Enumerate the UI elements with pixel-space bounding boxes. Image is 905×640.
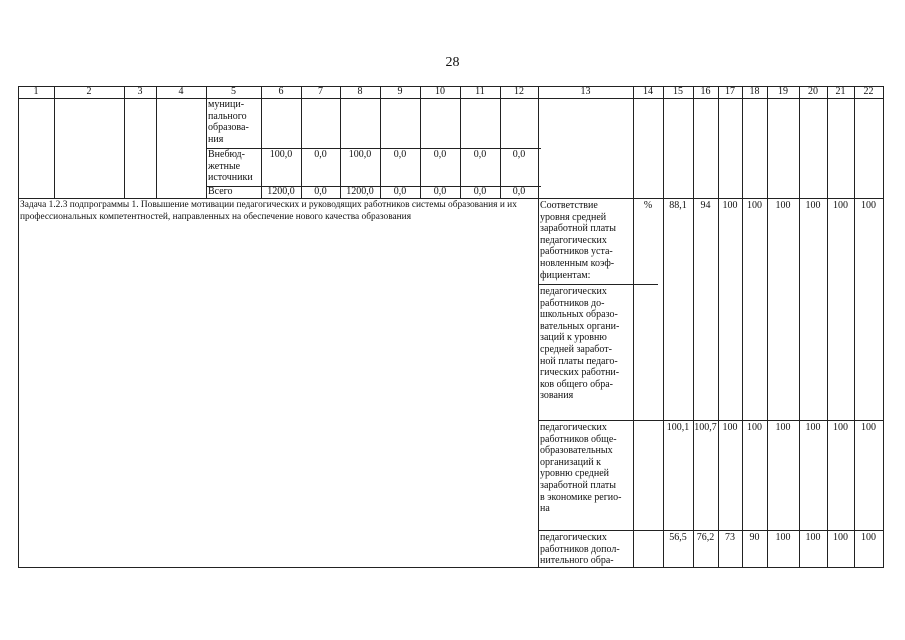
indicator-value: 100 [833, 200, 848, 211]
col-border [380, 86, 381, 199]
funding-value: 1200,0 [346, 186, 374, 197]
header-cell: 19 [778, 86, 788, 97]
table-border-bottom [18, 567, 884, 568]
header-cell: 11 [475, 86, 485, 97]
header-cell: 1 [33, 86, 39, 97]
funding-value: 1200,0 [267, 186, 295, 197]
header-cell: 14 [643, 86, 653, 97]
funding-value: 0,0 [393, 186, 407, 197]
indicator-value: 100,1 [666, 422, 690, 433]
indicator-value: 100 [722, 200, 738, 211]
col-border [500, 86, 501, 199]
col-border [460, 86, 461, 199]
indicator-value: 100 [722, 422, 738, 433]
col-border [827, 86, 828, 568]
col-border [538, 86, 539, 568]
indicator-value: 100 [861, 200, 876, 211]
col-border [18, 86, 19, 568]
indicator-value: 100 [775, 532, 791, 543]
col-border [693, 86, 694, 568]
indicator-value: 100,7 [694, 422, 717, 433]
indicator-value: 94 [700, 200, 711, 211]
indicator-value: 100 [805, 532, 821, 543]
funding-source: муници- пального образова- ния [208, 99, 249, 145]
header-divider [18, 98, 884, 99]
indicator-value: 100 [861, 532, 876, 543]
funding-source: Всего [208, 186, 233, 197]
funding-source: Внебюд- жетные источники [208, 149, 253, 184]
indicator-value: 100 [805, 422, 821, 433]
indicator-value: 100 [747, 422, 762, 433]
header-cell: 18 [749, 86, 760, 97]
header-cell: 4 [178, 86, 184, 97]
col-border [340, 86, 341, 199]
header-cell: 20 [808, 86, 818, 97]
funding-value: 100,0 [269, 149, 293, 160]
col-border [124, 86, 125, 199]
indicator-value: 100 [833, 532, 848, 543]
indicator-divider [538, 284, 658, 285]
indicator-name: Соответствие уровня средней заработной платы педагогических работников уста- новленным коэф- фициентам: [540, 200, 616, 281]
col-border [261, 86, 262, 199]
funding-value: 0,0 [473, 149, 487, 160]
header-cell: 10 [435, 86, 445, 97]
indicator-unit: % [643, 200, 653, 211]
header-cell: 21 [835, 86, 846, 97]
col-border [742, 86, 743, 568]
col-border [767, 86, 768, 568]
indicator-value: 100 [805, 200, 821, 211]
header-cell: 15 [673, 86, 683, 97]
header-cell: 5 [231, 86, 236, 97]
funding-value: 0,0 [473, 186, 487, 197]
indicator-divider [538, 420, 884, 421]
indicator-divider [538, 530, 884, 531]
funding-value: 0,0 [512, 186, 526, 197]
indicator-value: 90 [749, 532, 760, 543]
header-cell: 3 [137, 86, 143, 97]
indicator-name: педагогических работников обще- образовательных организаций к уровню средней заработной платы в экономике регио- на [540, 422, 622, 515]
col-border [420, 86, 421, 199]
funding-value: 0,0 [512, 149, 526, 160]
col-border [301, 86, 302, 199]
indicator-value: 88,1 [669, 200, 687, 211]
col-border [206, 86, 207, 199]
funding-value: 0,0 [314, 149, 327, 160]
funding-value: 0,0 [433, 149, 447, 160]
indicator-value: 76,2 [696, 532, 715, 543]
funding-value: 0,0 [433, 186, 447, 197]
header-cell: 13 [580, 86, 591, 97]
col-border [718, 86, 719, 568]
header-cell: 9 [397, 86, 403, 97]
col-border [663, 86, 664, 568]
indicator-value: 56,5 [669, 532, 687, 543]
header-cell: 12 [514, 86, 524, 97]
funding-value: 0,0 [314, 186, 327, 197]
header-cell: 6 [278, 86, 284, 97]
page-number: 28 [445, 55, 460, 70]
indicator-name: педагогических работников до- школьных образо- вательных органи- заций к уровню средней заработ- ной платы педаго- гических работни- ков общего обра- зования [540, 286, 620, 402]
col-border [883, 86, 884, 568]
indicator-value: 100 [775, 200, 791, 211]
indicator-value: 100 [833, 422, 848, 433]
task-description: Задача 1.2.3 подпрограммы 1. Повышение мотивации педагогических и руководящих работников системы образования и их профессиональных компетентностей, направленных на обеспечение нового качества образования [20, 200, 517, 222]
funding-value: 0,0 [393, 149, 407, 160]
indicator-name: педагогических работников допол- нительного обра- [540, 532, 620, 567]
header-cell: 16 [700, 86, 711, 97]
data-table [18, 86, 884, 568]
indicator-value: 100 [747, 200, 762, 211]
col-border [156, 86, 157, 199]
header-cell: 17 [725, 86, 735, 97]
indicator-value: 100 [775, 422, 791, 433]
col-border [633, 86, 634, 568]
header-cell: 2 [86, 86, 92, 97]
col-border [54, 86, 55, 199]
indicator-value: 73 [725, 532, 735, 543]
indicator-value: 100 [861, 422, 876, 433]
task-row-divider [18, 198, 884, 199]
col-border [854, 86, 855, 568]
funding-value: 100,0 [348, 149, 372, 160]
header-cell: 7 [318, 86, 323, 97]
col-border [799, 86, 800, 568]
header-cell: 22 [863, 86, 874, 97]
header-cell: 8 [357, 86, 363, 97]
